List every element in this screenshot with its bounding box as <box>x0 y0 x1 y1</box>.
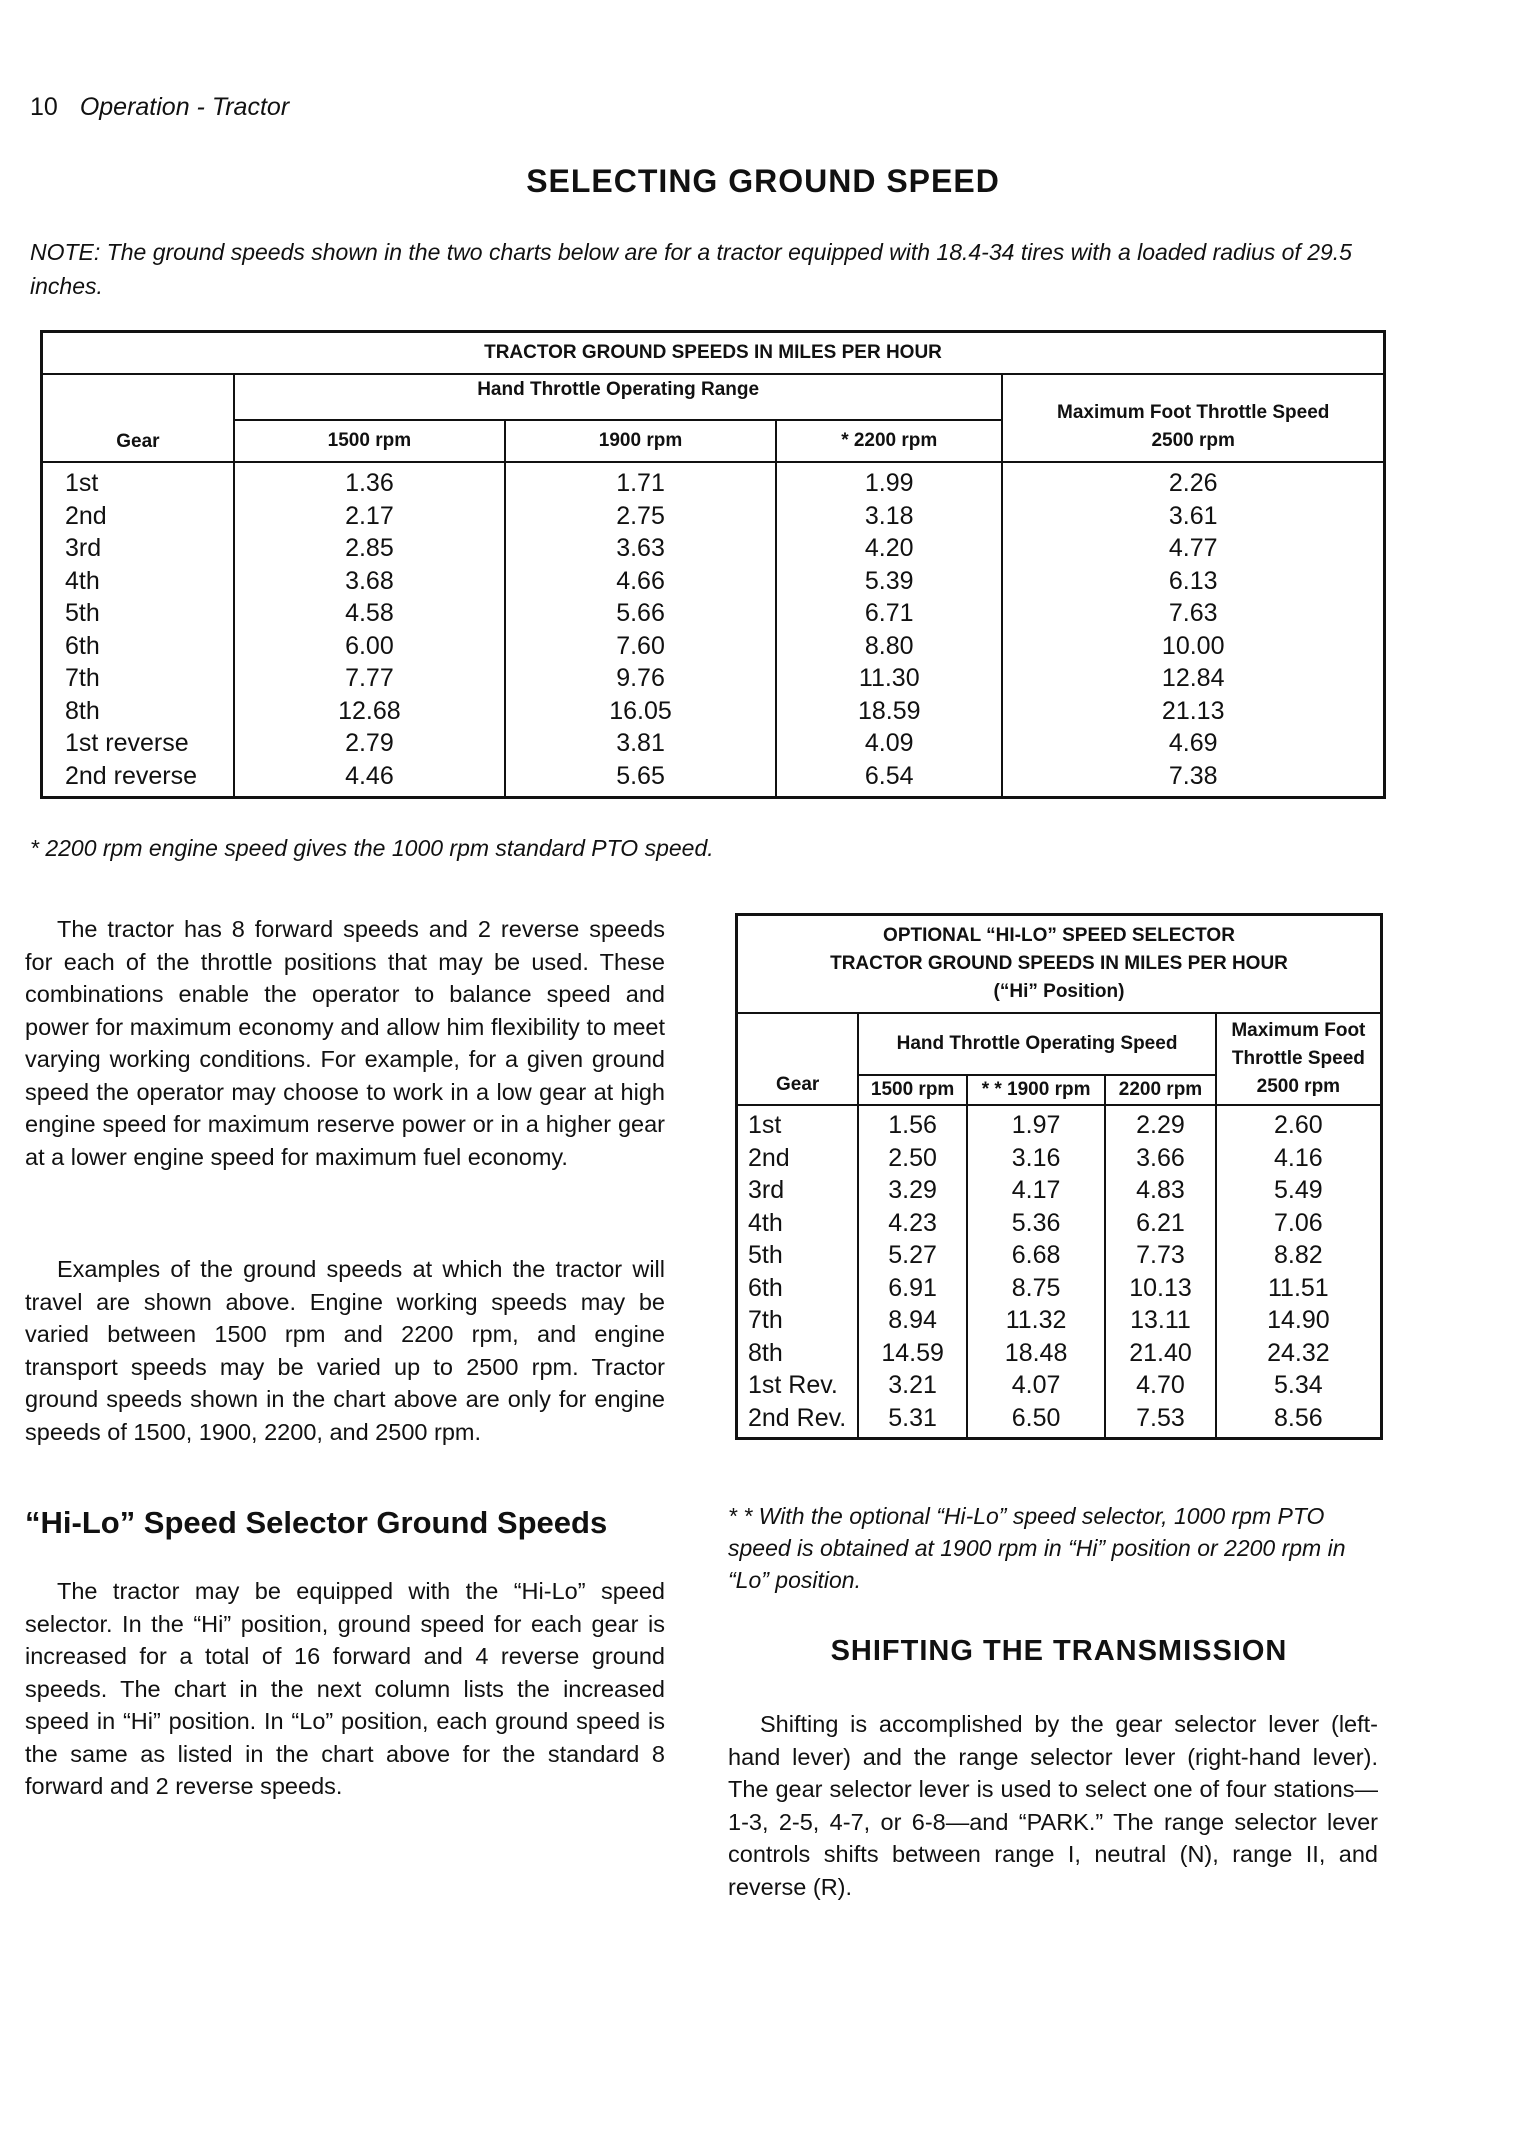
speed-value: 7.60 <box>616 631 665 660</box>
gear-label: 2nd <box>65 501 107 530</box>
speed-value: 14.59 <box>881 1338 944 1367</box>
max-speed-header <box>1216 1013 1382 1105</box>
gear-column <box>737 1105 859 1439</box>
speed-value: 4.20 <box>864 534 914 562</box>
speed-value: 4.46 <box>345 761 394 790</box>
speed-value: 5.31 <box>888 1403 937 1432</box>
speed-value: 5.49 <box>1274 1176 1323 1204</box>
speed-value: 6.00 <box>345 631 394 660</box>
speed-value: 2.79 <box>345 729 394 757</box>
col-2200-header: * 2200 rpm <box>776 420 1002 462</box>
max-header-line1: Maximum Foot Throttle Speed <box>1057 402 1330 423</box>
gear-label: 7th <box>65 664 100 692</box>
gear-label: 6th <box>65 631 100 660</box>
speed-value: 5.36 <box>1011 1208 1061 1237</box>
table-body-row <box>42 462 1385 798</box>
speed-value: 3.16 <box>1011 1143 1061 1172</box>
speed-value: 6.54 <box>864 761 914 790</box>
col-2200-values <box>1105 1105 1215 1439</box>
caption-line3: (“Hi” Position) <box>993 981 1125 1002</box>
ground-speed-table <box>40 330 1386 799</box>
hi-lo-speed-table <box>735 913 1383 1440</box>
col-1900-header: 1900 rpm <box>505 420 776 462</box>
gear-label: 1st reverse <box>65 729 189 757</box>
col-1900-values <box>505 462 776 798</box>
gear-label: 2nd Rev. <box>748 1403 847 1432</box>
speed-value: 3.18 <box>864 501 914 530</box>
speed-value: 3.29 <box>888 1176 937 1204</box>
gear-label: 2nd reverse <box>65 761 198 790</box>
speed-value: 4.69 <box>1168 729 1218 757</box>
speed-value: 8.80 <box>864 631 914 660</box>
speed-value: 21.40 <box>1129 1338 1192 1367</box>
speed-value: 3.63 <box>616 534 665 562</box>
speed-value: 4.07 <box>1011 1371 1061 1399</box>
speed-value: 7.53 <box>1136 1403 1185 1432</box>
speed-value: 5.39 <box>864 566 914 595</box>
speed-value: 12.68 <box>338 696 401 725</box>
col-1500-header: 1500 rpm <box>234 420 505 462</box>
table-caption: TRACTOR GROUND SPEEDS IN MILES PER HOUR <box>42 332 1385 375</box>
gear-label: 6th <box>748 1273 783 1302</box>
speed-value: 16.05 <box>609 696 672 725</box>
gear-label: 4th <box>65 566 100 595</box>
paragraph-shifting: Shifting is accomplished by the gear selector lever (left-hand lever) and the range selector lever (right-hand lever). The gear selector lever is used to select one of four stations—1-3, 2-5, 4-7, or 6-8—and “PARK.” The range selector lever controls shifts between range I, neutral (N), range II, and reverse (R). <box>728 1711 1378 1900</box>
range-header: Hand Throttle Operating Speed <box>858 1013 1215 1075</box>
speed-value: 4.58 <box>345 599 394 627</box>
speed-value: 7.38 <box>1168 761 1218 790</box>
table-body-row <box>737 1105 1382 1439</box>
speed-value: 8.56 <box>1274 1403 1323 1432</box>
gear-label: 7th <box>748 1306 783 1334</box>
speed-value: 24.32 <box>1267 1338 1330 1367</box>
speed-value: 13.11 <box>1130 1306 1191 1334</box>
speed-value: 3.66 <box>1136 1143 1185 1172</box>
speed-value: 4.70 <box>1136 1371 1185 1399</box>
footnote-pto: * 2200 rpm engine speed gives the 1000 rpm standard PTO speed. <box>30 835 714 861</box>
gear-label: 1st <box>65 469 99 497</box>
speed-value: 2.85 <box>345 534 394 562</box>
max-header-line3: 2500 rpm <box>1256 1076 1341 1097</box>
gear-label: 8th <box>748 1338 783 1367</box>
footnote-hi-lo-pto: * * With the optional “Hi-Lo” speed selector, 1000 rpm PTO speed is obtained at 1900 rpm in “Hi” position or 2200 rpm in “Lo” position. <box>728 1503 1346 1593</box>
gear-label: 1st <box>748 1111 782 1139</box>
max-header-line2: Throttle Speed <box>1231 1048 1365 1069</box>
speed-value: 6.68 <box>1011 1241 1061 1269</box>
speed-value: 7.63 <box>1168 599 1218 627</box>
speed-value: 4.83 <box>1136 1176 1185 1204</box>
speed-value: 3.61 <box>1168 501 1218 530</box>
speed-value: 4.09 <box>864 729 914 757</box>
caption-line2: TRACTOR GROUND SPEEDS IN MILES PER HOUR <box>830 953 1288 974</box>
gear-label: 4th <box>748 1208 783 1237</box>
gear-header: Gear <box>42 374 234 462</box>
speed-value: 12.84 <box>1161 664 1225 692</box>
col-2500-values <box>1002 462 1384 798</box>
speed-value: 7.77 <box>345 664 394 692</box>
caption-line1: OPTIONAL “HI-LO” SPEED SELECTOR <box>883 925 1235 946</box>
speed-value: 11.32 <box>1005 1306 1067 1334</box>
speed-value: 4.23 <box>888 1208 937 1237</box>
page-title: SELECTING GROUND SPEED <box>526 163 1000 199</box>
speed-value: 1.36 <box>345 469 394 497</box>
speed-value: 4.66 <box>616 566 665 595</box>
speed-value: 6.13 <box>1168 566 1218 595</box>
col-1900-values <box>967 1105 1105 1439</box>
speed-value: 8.82 <box>1274 1241 1323 1269</box>
speed-value: 2.26 <box>1168 469 1218 497</box>
col-1900-header: * * 1900 rpm <box>967 1075 1105 1105</box>
gear-label: 5th <box>748 1241 783 1269</box>
speed-value: 3.68 <box>345 566 394 595</box>
speed-value: 6.50 <box>1011 1403 1061 1432</box>
speed-value: 4.77 <box>1168 534 1218 562</box>
paragraph-speeds-intro: The tractor has 8 forward speeds and 2 reverse speeds for each of the throttle positions that may be used. These combinations enable the operator to balance speed and power for maximum economy and allow him flexibility to meet varying working conditions. For example, for a given ground speed the operator may choose to work in a low gear at high engine speed for maximum reserve power or in a higher gear at a lower engine speed for maximum fuel economy. <box>25 916 665 1170</box>
paragraph-hi-lo: The tractor may be equipped with the “Hi-Lo” speed selector. In the “Hi” position, ground speed for each gear is increased for a total of 16 forward and 4 reverse ground speeds. The chart in the next column lists the increased speed in “Hi” position. In “Lo” position, each ground speed is the same as listed in the chart above for the standard 8 forward and 2 reverse speeds. <box>25 1578 665 1799</box>
col-1500-values <box>858 1105 967 1439</box>
speed-value: 2.29 <box>1136 1111 1185 1139</box>
max-header-line1: Maximum Foot <box>1231 1020 1366 1041</box>
speed-value: 5.27 <box>888 1241 937 1269</box>
gear-label: 2nd <box>748 1143 790 1172</box>
hi-lo-heading: “Hi-Lo” Speed Selector Ground Speeds <box>25 1505 608 1540</box>
speed-value: 3.21 <box>888 1371 937 1399</box>
speed-value: 18.59 <box>857 696 921 725</box>
speed-value: 2.60 <box>1274 1111 1323 1139</box>
speed-value: 8.94 <box>888 1306 937 1334</box>
speed-value: 6.21 <box>1136 1208 1185 1237</box>
note-paragraph: NOTE: The ground speeds shown in the two charts below are for a tractor equipped with 18.4-34 tires with a loaded radius of 29.5 inches. <box>30 239 1352 299</box>
speed-value: 21.13 <box>1161 696 1225 725</box>
speed-value: 5.34 <box>1274 1371 1323 1399</box>
speed-value: 14.90 <box>1267 1306 1330 1334</box>
col-1500-values <box>234 462 505 798</box>
speed-value: 7.73 <box>1136 1241 1185 1269</box>
col-1500-header: 1500 rpm <box>858 1075 967 1105</box>
speed-value: 9.76 <box>616 664 665 692</box>
speed-value: 2.75 <box>616 501 665 530</box>
gear-header: Gear <box>737 1013 859 1105</box>
speed-value: 4.16 <box>1274 1143 1323 1172</box>
speed-value: 5.66 <box>616 599 665 627</box>
gear-label: 8th <box>65 696 100 725</box>
speed-value: 11.51 <box>1268 1273 1329 1302</box>
gear-label: 1st Rev. <box>748 1371 838 1399</box>
shifting-heading: SHIFTING THE TRANSMISSION <box>830 1635 1288 1667</box>
speed-value: 8.75 <box>1011 1273 1061 1302</box>
speed-value: 4.17 <box>1011 1176 1061 1204</box>
col-2200-values <box>776 462 1002 798</box>
speed-value: 1.71 <box>616 469 665 497</box>
col-2200-header: 2200 rpm <box>1105 1075 1215 1105</box>
hi-lo-table-caption <box>737 915 1382 1014</box>
speed-value: 1.99 <box>864 469 914 497</box>
speed-value: 10.13 <box>1129 1273 1192 1302</box>
speed-value: 3.81 <box>616 729 665 757</box>
paragraph-speed-examples: Examples of the ground speeds at which the tractor will travel are shown above. Engine working speeds may be varied between 1500 rpm and 2200 rpm, and engine transport speeds may be varied up to 2500 rpm. Tractor ground speeds shown in the chart above are only for engine speeds of 1500, 1900, 2200, and 2500 rpm. <box>25 1256 665 1445</box>
speed-value: 5.65 <box>616 761 665 790</box>
speed-value: 11.30 <box>858 664 920 692</box>
speed-value: 1.56 <box>888 1111 937 1139</box>
gear-label: 5th <box>65 599 100 627</box>
gear-column <box>42 462 234 798</box>
speed-value: 2.50 <box>888 1143 937 1172</box>
speed-value: 2.17 <box>345 501 394 530</box>
speed-value: 18.48 <box>1004 1338 1068 1367</box>
speed-value: 1.97 <box>1011 1111 1061 1139</box>
section-title: Operation - Tractor <box>79 93 290 121</box>
speed-value: 7.06 <box>1274 1208 1323 1237</box>
speed-value: 10.00 <box>1161 631 1225 660</box>
page-number: 10 <box>30 93 58 121</box>
gear-label: 3rd <box>748 1176 785 1204</box>
gear-label: 3rd <box>65 534 102 562</box>
speed-value: 6.91 <box>888 1273 937 1302</box>
speed-value: 6.71 <box>864 599 914 627</box>
max-header-line2: 2500 rpm <box>1151 430 1235 451</box>
col-2500-values <box>1216 1105 1382 1439</box>
range-header: Hand Throttle Operating Range <box>234 374 1003 420</box>
page-header <box>30 93 289 122</box>
max-speed-header <box>1002 374 1384 462</box>
